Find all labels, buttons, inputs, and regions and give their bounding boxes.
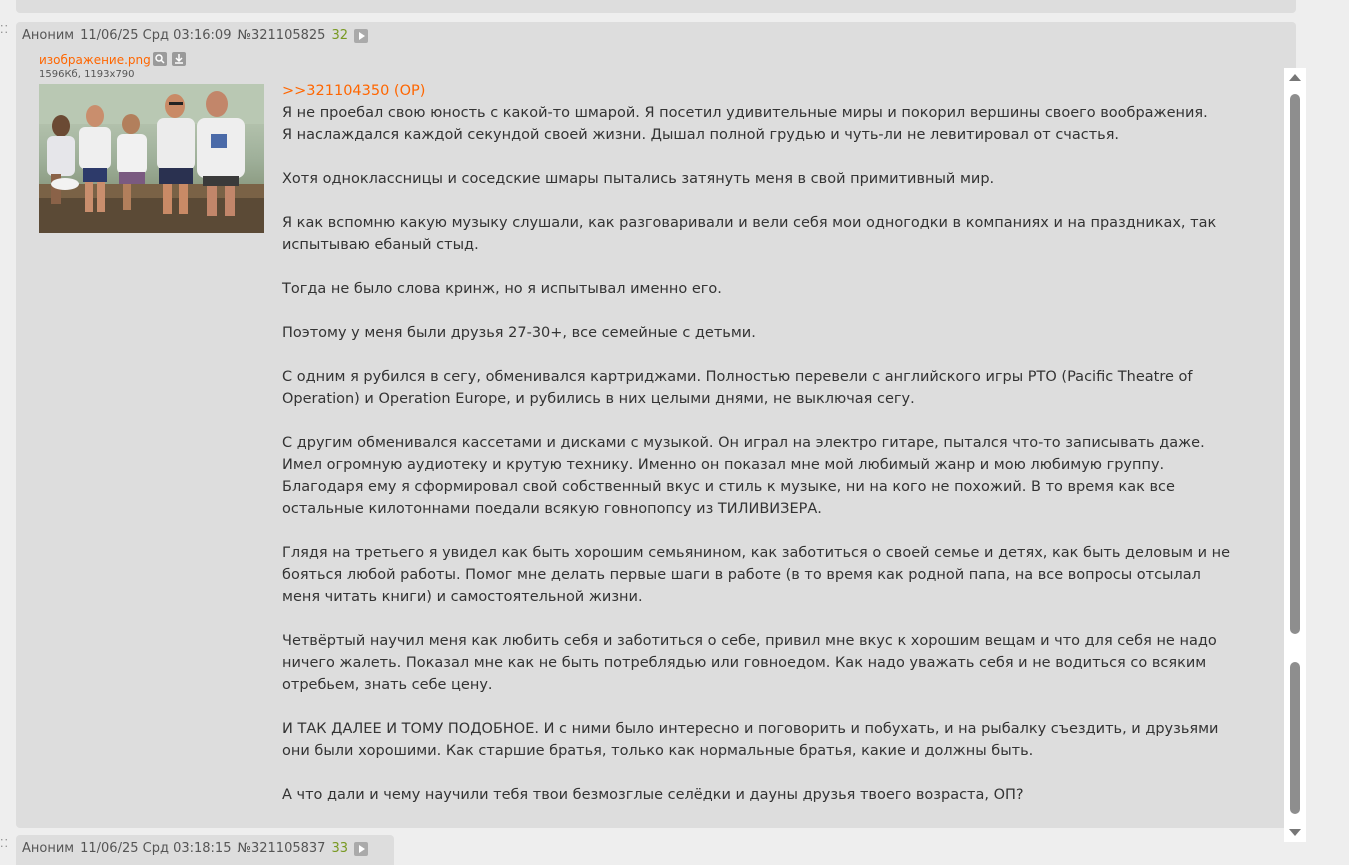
download-icon[interactable] xyxy=(172,52,186,66)
post-date: 11/06/25 Срд 03:18:15 xyxy=(80,841,232,856)
post-message xyxy=(282,80,1257,806)
post-header xyxy=(22,840,374,858)
drag-dots-icon[interactable]: ⁚⁚ xyxy=(0,837,9,850)
post-paragraph: Четвёртый научил меня как любить себя и заботиться о себе, привил мне вкус к хорошим вещам и что для себя не надо ничего жалеть. Показал мне как не быть потреблядью или говноедом. Как надо уважать себя и не водиться со всяким отребьем, знать себе цену. xyxy=(282,633,1217,693)
post-paragraph: Я не проебал свою юность с какой-то шмарой. Я посетил удивительные миры и покорил вершины своего воображения. Я наслаждался каждой секундой своей жизни. Дышал полной грудью и чуть-ли не левитировал от счастья. xyxy=(282,105,1208,143)
file-actions xyxy=(153,52,186,66)
file-meta: 1596Кб, 1193x790 xyxy=(39,69,135,80)
post-paragraph: С одним я рубился в сегу, обменивался картриджами. Полностью перевели с английского игры PTO (Pacific Theatre of Operation) и Operation Europe, и рубились в них целыми днями, не выключая сегу. xyxy=(282,369,1193,407)
post-index: 32 xyxy=(331,28,348,43)
post-number[interactable]: №321105825 xyxy=(237,28,326,43)
post-paragraph: Тогда не было слова кринж, но я испытывал именно его. xyxy=(282,281,722,297)
post-author: Аноним xyxy=(22,28,75,43)
post-header xyxy=(22,27,374,45)
play-icon[interactable] xyxy=(354,29,368,43)
post-321105837 xyxy=(16,835,394,865)
reply-link-op[interactable]: >>321104350 (OP) xyxy=(282,83,426,99)
search-icon[interactable] xyxy=(153,52,167,66)
scrollbar-thumb-secondary[interactable] xyxy=(1290,662,1300,814)
post-paragraph: Хотя одноклассницы и соседские шмары пытались затянуть меня в свой примитивный мир. xyxy=(282,171,995,187)
post-paragraph: Я как вспомню какую музыку слушали, как разговаривали и вели себя мои одногодки в компаниях и на праздниках, так испытываю ебаный стыд. xyxy=(282,215,1217,253)
post-paragraph: Глядя на третьего я увидел как быть хорошим семьянином, как заботиться о своей семье и детях, как быть деловым и не бояться любой работы. Помог мне делать первые шаги в работе (в то время как родной папа, на все вопросы отсылал меня читать книги) и самостоятельной жизни. xyxy=(282,545,1231,605)
post-index: 33 xyxy=(331,841,348,856)
post-scrollbar[interactable] xyxy=(1284,68,1306,842)
drag-dots-icon[interactable]: ⁚⁚ xyxy=(0,23,9,36)
post-paragraph: А что дали и чему научили тебя твои безмозглые селёдки и дауны друзья твоего возраста, ОП? xyxy=(282,787,1024,803)
scrollbar-thumb[interactable] xyxy=(1290,94,1300,634)
post-date: 11/06/25 Срд 03:16:09 xyxy=(80,28,232,43)
play-icon[interactable] xyxy=(354,842,368,856)
post-paragraph: Поэтому у меня были друзья 27-30+, все семейные с детьми. xyxy=(282,325,756,341)
file-name-link[interactable]: изображение.png xyxy=(39,53,151,67)
post-number[interactable]: №321105837 xyxy=(237,841,326,856)
post-paragraph: С другим обменивался кассетами и дисками с музыкой. Он играл на электро гитаре, пытался что-то записывать даже. Имел огромную аудиотеку и крутую технику. Именно он показал мне мой любимый жанр и мою любимую группу. Благодаря ему я сформировал свой собственный вкус и стиль к музыке, ни на кого не похожий. В то время как все остальные килотоннами поедали всякую говнопопсу из ТИЛИВИЗЕРА. xyxy=(282,435,1205,517)
post-paragraph: И ТАК ДАЛЕЕ И ТОМУ ПОДОБНОЕ. И с ними было интересно и поговорить и побухать, и на рыбалку съездить, и друзьями они были хорошими. Как старшие братья, только как нормальные братья, какие и должны быть. xyxy=(282,721,1219,759)
scroll-up-icon[interactable] xyxy=(1289,74,1301,81)
post-author: Аноним xyxy=(22,841,75,856)
previous-post-bottom xyxy=(16,0,1296,13)
scroll-down-icon[interactable] xyxy=(1289,829,1301,836)
post-321105825 xyxy=(16,22,1296,828)
post-image-thumbnail[interactable] xyxy=(39,84,264,233)
